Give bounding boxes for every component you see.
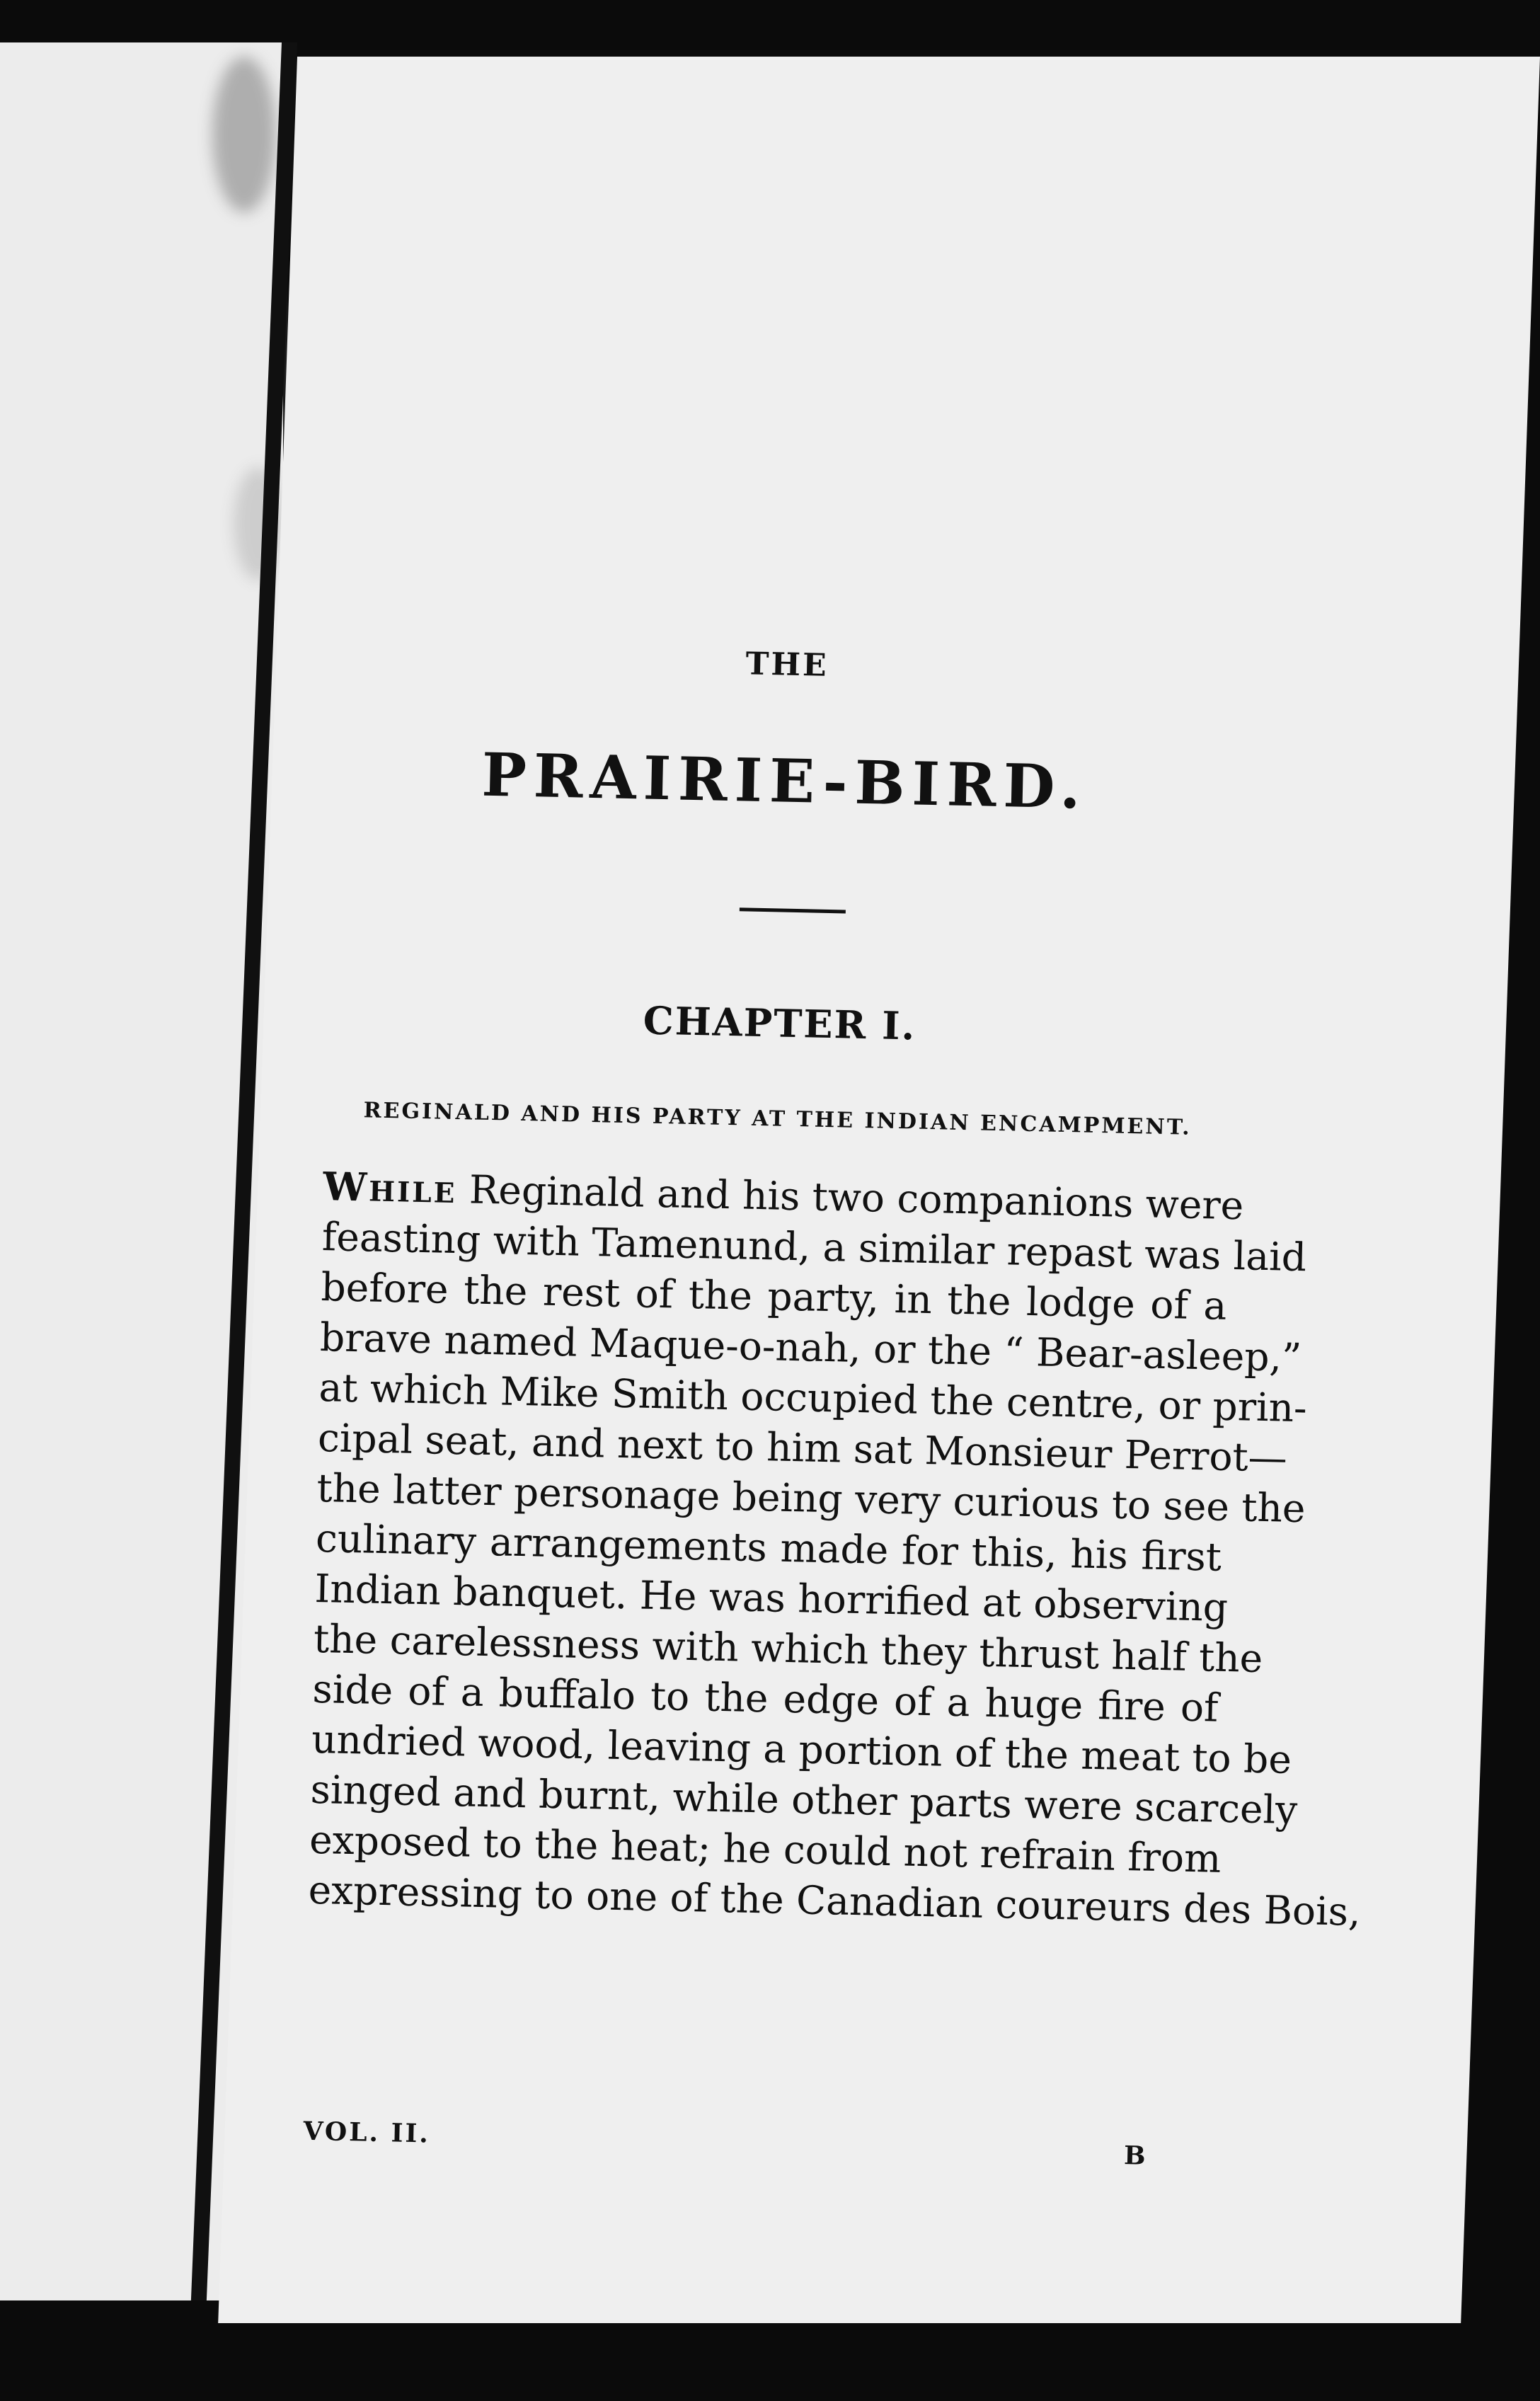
body-line: the latter personage being very curious to see the	[316, 1465, 1306, 1532]
volume-signature: VOL. II.	[303, 2116, 431, 2149]
opening-word: While	[322, 1163, 458, 1213]
body-line: singed and burnt, while other parts were scarcely	[310, 1766, 1298, 1833]
body-line: at which Mike Smith occupied the centre, or prin-	[318, 1365, 1308, 1431]
body-line: While Reginald and his two companions were	[322, 1163, 1244, 1229]
body-text	[308, 1161, 1362, 1935]
title-prefix: THE	[745, 646, 829, 684]
page-content	[303, 57, 1362, 2171]
chapter-heading: CHAPTER I.	[643, 997, 916, 1049]
body-line: cipal seat, and next to him sat Monsieur Perrot—	[317, 1414, 1288, 1481]
signature-mark: B	[1123, 2141, 1147, 2171]
body-line: feasting with Tamenund, a similar repast was laid	[321, 1214, 1307, 1280]
scan-border-bottom	[0, 2323, 1540, 2401]
body-line: Indian banquet. He was horrified at observing	[314, 1565, 1229, 1630]
body-line: exposed to the heat; he could not refrain from	[309, 1816, 1222, 1881]
book-title: PRAIRIE-BIRD.	[481, 739, 1088, 823]
body-line: side of a buffalo to the edge of a huge fire of	[312, 1666, 1219, 1731]
body-line: before the rest of the party, in the lodge of a	[320, 1264, 1227, 1329]
ink-smudge	[212, 57, 276, 212]
title-rule	[740, 907, 846, 913]
body-line: brave named Maque-o-nah, or the “ Bear-asleep,”	[319, 1314, 1302, 1381]
chapter-subtitle: REGINALD AND HIS PARTY AT THE INDIAN ENCAMPMENT.	[363, 1098, 1193, 1140]
body-line: the carelessness with which they thrust half the	[313, 1615, 1263, 1682]
body-line: expressing to one of the Canadian coureurs des Bois,	[308, 1867, 1362, 1935]
body-line: culinary arrangements made for this, his first	[315, 1515, 1222, 1580]
body-line: undried wood, leaving a portion of the meat to be	[311, 1716, 1292, 1782]
book-page	[217, 57, 1540, 2343]
